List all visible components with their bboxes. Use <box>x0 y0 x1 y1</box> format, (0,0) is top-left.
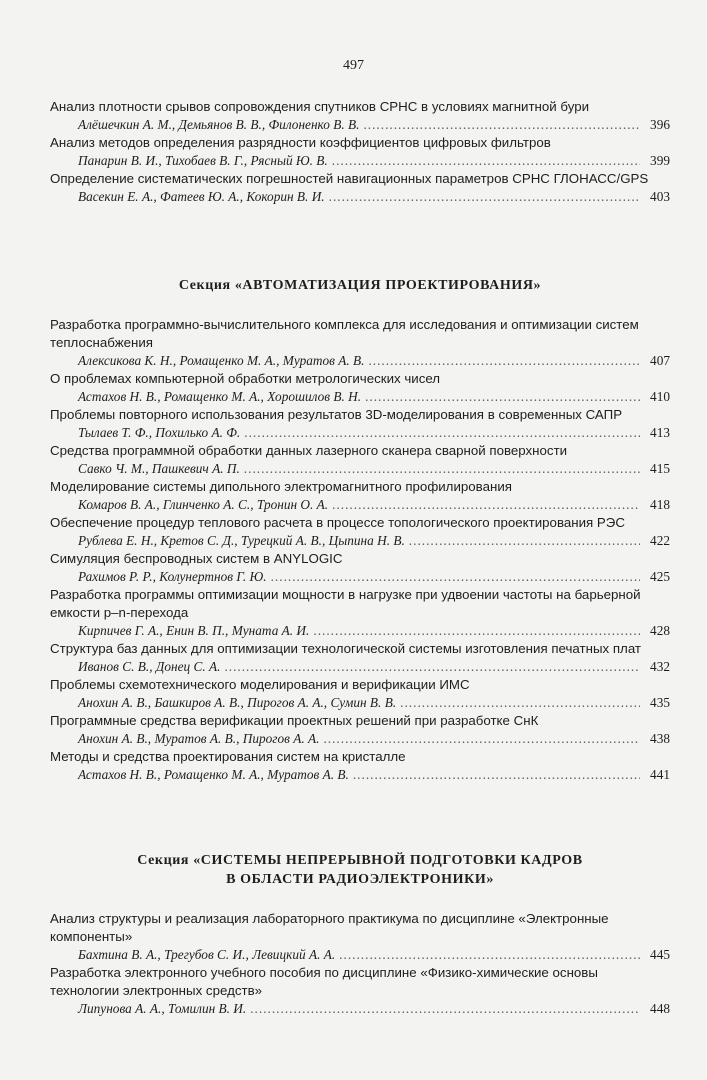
entry-title: Разработка электронного учебного пособия по дисциплине «Физико-химические основы технологии электронных средств» <box>50 965 598 998</box>
entry-authors-line <box>50 188 670 206</box>
entry-page-number: 448 <box>650 1001 670 1016</box>
toc-entry <box>50 370 670 406</box>
entry-authors-line <box>50 622 670 640</box>
dot-leader <box>244 424 640 442</box>
entry-authors: Алёшечкин А. М., Демьянов В. В., Филоненко В. В. <box>78 117 360 132</box>
dot-leader <box>224 658 640 676</box>
entry-authors: Рахимов Р. Р., Колунертнов Г. Ю. <box>78 569 267 584</box>
dot-leader <box>353 766 640 784</box>
entry-page-number: 410 <box>650 389 670 404</box>
dot-leader <box>313 622 640 640</box>
entry-page-number: 422 <box>650 533 670 548</box>
entry-authors: Комаров В. А., Глинченко А. С., Тронин О. А. <box>78 497 329 512</box>
entry-page-number: 438 <box>650 731 670 746</box>
entry-page-number: 432 <box>650 659 670 674</box>
entry-authors-line <box>50 496 670 514</box>
entry-title: Структура баз данных для оптимизации технологической системы изготовления печатных плат <box>50 641 642 656</box>
entry-title: Обеспечение процедур теплового расчета в процессе топологического проектирования РЭС <box>50 515 625 530</box>
toc-entry <box>50 316 670 370</box>
dot-leader <box>250 1000 640 1018</box>
toc-entry <box>50 170 670 206</box>
entry-authors: Савко Ч. М., Пашкевич А. П. <box>78 461 240 476</box>
dot-leader <box>244 460 640 478</box>
entry-authors: Кирпичев Г. А., Енин В. П., Муната А. И. <box>78 623 310 638</box>
toc-entry <box>50 586 670 640</box>
entry-authors-line <box>50 152 670 170</box>
toc-block-navigation <box>50 98 670 206</box>
toc-entry <box>50 550 670 586</box>
entry-page-number: 445 <box>650 947 670 962</box>
entry-authors-line <box>50 116 670 134</box>
entry-page-number: 428 <box>650 623 670 638</box>
toc-entry <box>50 712 670 748</box>
dot-leader <box>363 116 640 134</box>
entry-authors: Панарин В. И., Тихобаев В. Г., Рясный Ю. В. <box>78 153 328 168</box>
entry-authors: Астахов Н. В., Ромащенко М. А., Муратов А. В. <box>78 767 349 782</box>
toc-entry <box>50 910 670 964</box>
dot-leader <box>409 532 640 550</box>
toc-entry <box>50 442 670 478</box>
dot-leader <box>368 352 640 370</box>
entry-authors-line <box>50 694 670 712</box>
toc-entry <box>50 98 670 134</box>
entry-authors-line <box>50 730 670 748</box>
entry-authors-line <box>50 658 670 676</box>
section-heading-line: Секция «СИСТЕМЫ НЕПРЕРЫВНОЙ ПОДГОТОВКИ КАДРОВ <box>137 853 583 868</box>
entry-title: Симуляция беспроводных систем в ANYLOGIC <box>50 551 343 566</box>
entry-page-number: 435 <box>650 695 670 710</box>
toc-entry <box>50 514 670 550</box>
entry-title: Моделирование системы дипольного электромагнитного профилирования <box>50 479 512 494</box>
section-heading <box>50 276 670 295</box>
entry-title: О проблемах компьютерной обработки метрологических чисел <box>50 371 441 386</box>
entry-title: Определение систематических погрешностей навигационных параметров СРНС ГЛОНАСС/GPS <box>50 171 649 186</box>
entry-page-number: 399 <box>650 153 670 168</box>
entry-authors: Астахов Н. В., Ромащенко М. А., Хорошилов В. Н. <box>78 389 362 404</box>
entry-authors-line <box>50 766 670 784</box>
toc-block-training-systems <box>50 851 670 1018</box>
dot-leader <box>329 188 640 206</box>
entry-authors: Иванов С. В., Донец С. А. <box>78 659 221 674</box>
entry-authors-line <box>50 1000 670 1018</box>
toc-entry <box>50 406 670 442</box>
entry-title: Разработка программно-вычислительного комплекса для исследования и оптимизации систем теплоснабжения <box>50 317 639 350</box>
entry-title: Разработка программы оптимизации мощности в нагрузке при удвоении частоты на барьерной емкости p–n-перехода <box>50 587 641 620</box>
dot-leader <box>400 694 640 712</box>
section-heading-line: В ОБЛАСТИ РАДИОЭЛЕКТРОНИКИ» <box>226 872 494 887</box>
entry-authors-line <box>50 388 670 406</box>
entry-page-number: 413 <box>650 425 670 440</box>
toc-entry <box>50 134 670 170</box>
dot-leader <box>339 946 640 964</box>
entry-page-number: 418 <box>650 497 670 512</box>
entry-title: Методы и средства проектирования систем на кристалле <box>50 749 406 764</box>
entry-title: Анализ плотности срывов сопровождения спутников СРНС в условиях магнитной бури <box>50 99 590 114</box>
toc-block-design-automation <box>50 276 670 784</box>
entry-authors: Тылаев Т. Ф., Похилько А. Ф. <box>78 425 241 440</box>
toc-entry <box>50 478 670 514</box>
section-heading-line: Секция «АВТОМАТИЗАЦИЯ ПРОЕКТИРОВАНИЯ» <box>178 278 542 293</box>
entry-title: Программные средства верификации проектных решений при разработке СнК <box>50 713 539 728</box>
entry-page-number: 407 <box>650 353 670 368</box>
entry-title: Проблемы схемотехнического моделирования и верификации ИМС <box>50 677 470 692</box>
entry-authors: Васекин Е. А., Фатеев Ю. А., Кокорин В. И. <box>78 189 325 204</box>
entry-authors-line <box>50 568 670 586</box>
toc-entry <box>50 676 670 712</box>
dot-leader <box>323 730 640 748</box>
dot-leader <box>332 496 640 514</box>
dot-leader <box>271 568 640 586</box>
entry-authors: Рублева Е. Н., Кретов С. Д., Турецкий А. В., Цыпина Н. В. <box>78 533 405 548</box>
entry-page-number: 425 <box>650 569 670 584</box>
toc-entry <box>50 964 670 1018</box>
page-number: 497 <box>343 58 364 73</box>
dot-leader <box>365 388 640 406</box>
section-heading <box>50 851 670 889</box>
entry-authors-line <box>50 352 670 370</box>
entry-page-number: 403 <box>650 189 670 204</box>
entry-title: Проблемы повторного использования результатов 3D-моделирования в современных САПР <box>50 407 623 422</box>
entry-authors: Анохин А. В., Муратов А. В., Пирогов А. А. <box>78 731 320 746</box>
entry-authors: Липунова А. А., Томилин В. И. <box>78 1001 247 1016</box>
entry-authors: Анохин А. В., Башкиров А. В., Пирогов А. А., Сумин В. В. <box>78 695 397 710</box>
toc-entry <box>50 748 670 784</box>
entry-page-number: 441 <box>650 767 670 782</box>
entry-authors: Алексикова К. Н., Ромащенко М. А., Муратов А. В. <box>78 353 365 368</box>
toc-entry <box>50 640 670 676</box>
entry-title: Анализ структуры и реализация лабораторного практикума по дисциплине «Электронные компоненты» <box>50 911 609 944</box>
entry-authors: Бахтина В. А., Трегубов С. И., Левицкий А. А. <box>78 947 336 962</box>
entry-page-number: 396 <box>650 117 670 132</box>
dot-leader <box>332 152 640 170</box>
entry-authors-line <box>50 460 670 478</box>
entry-authors-line <box>50 946 670 964</box>
entry-title: Анализ методов определения разрядности коэффициентов цифровых фильтров <box>50 135 551 150</box>
entry-authors-line <box>50 532 670 550</box>
entry-title: Средства программной обработки данных лазерного сканера сварной поверхности <box>50 443 568 458</box>
entry-authors-line <box>50 424 670 442</box>
entry-page-number: 415 <box>650 461 670 476</box>
